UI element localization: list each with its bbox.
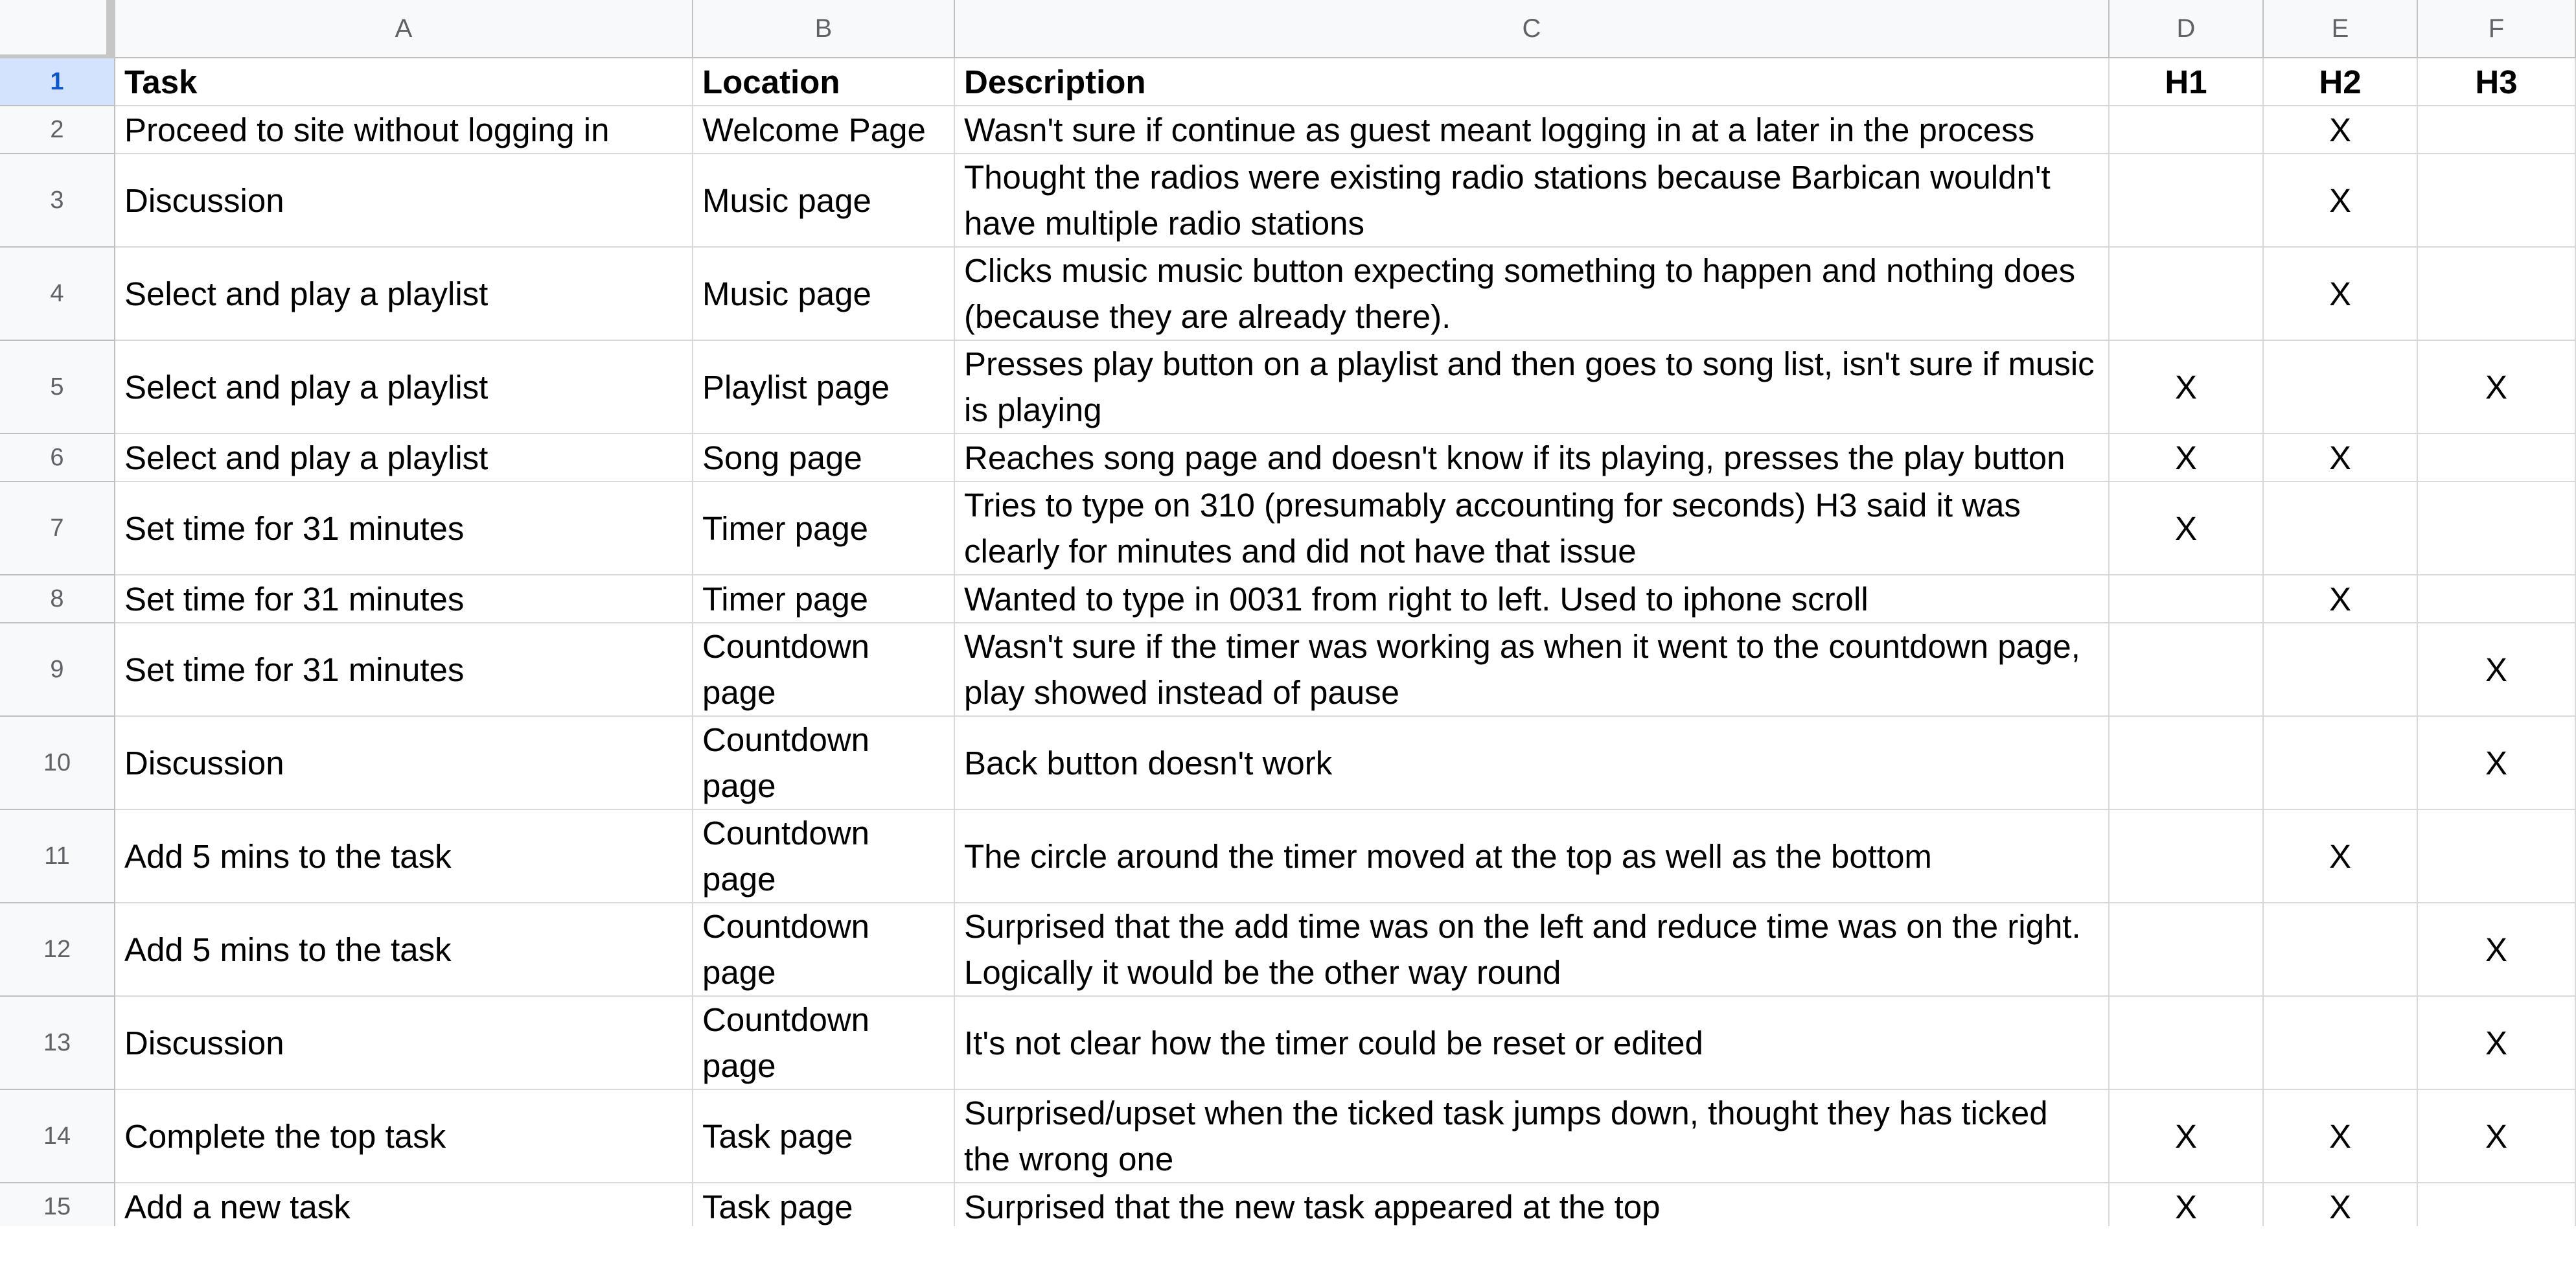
cell-e6[interactable] xyxy=(2264,434,2418,482)
cell-e11-text: X xyxy=(2329,837,2352,875)
row-header-3[interactable] xyxy=(0,154,115,248)
cell-b3-text: Music page xyxy=(702,181,871,219)
cell-b14-text: Task page xyxy=(702,1117,853,1155)
cell-a9[interactable] xyxy=(115,623,693,717)
cell-a14[interactable] xyxy=(115,1090,693,1183)
cell-e7[interactable] xyxy=(2264,482,2418,575)
cell-c12-text: Surprised that the add time was on the left and reduce time was on the right. Logically it would be the other way round xyxy=(964,908,2081,991)
cell-c9-text: Wasn't sure if the timer was working as when it went to the countdown page, play showed instead of pause xyxy=(964,628,2080,711)
row-header-14-text: 14 xyxy=(43,1122,71,1150)
cell-a12[interactable] xyxy=(115,903,693,997)
header-cell-a-text: Task xyxy=(124,63,198,100)
cell-f8[interactable] xyxy=(2418,575,2576,623)
cell-a7-text: Set time for 31 minutes xyxy=(124,509,465,547)
cell-c5-text: Presses play button on a playlist and then goes to song list, isn't sure if music is playing xyxy=(964,345,2095,428)
column-header-a-text: A xyxy=(395,14,413,43)
cell-b6[interactable] xyxy=(693,434,955,482)
header-cell-c[interactable] xyxy=(955,58,2110,106)
cell-b13-text: Countdown page xyxy=(702,1001,870,1084)
cell-f14-text: X xyxy=(2485,1117,2508,1155)
cell-b5-text: Playlist page xyxy=(702,368,890,406)
cell-e8[interactable] xyxy=(2264,575,2418,623)
cell-a3-text: Discussion xyxy=(124,181,284,219)
cell-f13-text: X xyxy=(2485,1024,2508,1062)
cell-e2[interactable] xyxy=(2264,106,2418,154)
cell-a10[interactable] xyxy=(115,717,693,810)
cell-e15-text: X xyxy=(2329,1188,2352,1225)
cell-e5[interactable] xyxy=(2264,341,2418,434)
cell-d14[interactable] xyxy=(2110,1090,2264,1183)
cell-d5[interactable] xyxy=(2110,341,2264,434)
row-header-9-text: 9 xyxy=(50,655,64,683)
cell-a6-text: Select and play a playlist xyxy=(124,439,489,476)
cell-f7[interactable] xyxy=(2418,482,2576,575)
cell-b10[interactable] xyxy=(693,717,955,810)
row-header-15[interactable] xyxy=(0,1183,115,1226)
cell-b5[interactable] xyxy=(693,341,955,434)
cell-a2-text: Proceed to site without logging in xyxy=(124,111,610,148)
cell-f11[interactable] xyxy=(2418,810,2576,903)
row-header-1-text: 1 xyxy=(50,67,64,95)
header-cell-f[interactable] xyxy=(2418,58,2576,106)
cell-a5-text: Select and play a playlist xyxy=(124,368,489,406)
cell-e4-text: X xyxy=(2329,275,2352,312)
cell-b11[interactable] xyxy=(693,810,955,903)
cell-a6[interactable] xyxy=(115,434,693,482)
cell-c6-text: Reaches song page and doesn't know if its playing, presses the play button xyxy=(964,439,2065,476)
cell-c10-text: Back button doesn't work xyxy=(964,744,1333,782)
cell-b3[interactable] xyxy=(693,154,955,248)
header-cell-e[interactable] xyxy=(2264,58,2418,106)
row-header-2-text: 2 xyxy=(50,115,64,143)
cell-a8[interactable] xyxy=(115,575,693,623)
row-header-5[interactable] xyxy=(0,341,115,434)
row-header-11-text: 11 xyxy=(44,842,70,870)
column-header-d[interactable] xyxy=(2110,0,2264,58)
cell-f4[interactable] xyxy=(2418,248,2576,341)
cell-c2[interactable] xyxy=(955,106,2110,154)
row-header-14[interactable] xyxy=(0,1090,115,1183)
cell-c10[interactable] xyxy=(955,717,2110,810)
header-cell-f-text: H3 xyxy=(2475,63,2518,100)
cell-f6[interactable] xyxy=(2418,434,2576,482)
row-header-6[interactable] xyxy=(0,434,115,482)
row-header-4[interactable] xyxy=(0,248,115,341)
cell-a12-text: Add 5 mins to the task xyxy=(124,931,452,968)
row-header-10[interactable] xyxy=(0,717,115,810)
cell-c11-text: The circle around the timer moved at the top as well as the bottom xyxy=(964,837,1932,875)
cell-b4[interactable] xyxy=(693,248,955,341)
row-header-12-text: 12 xyxy=(43,935,71,963)
cell-b6-text: Song page xyxy=(702,439,862,476)
row-header-8[interactable] xyxy=(0,575,115,623)
column-header-c-text: C xyxy=(1522,14,1541,43)
cell-b12-text: Countdown page xyxy=(702,908,870,991)
cell-c8-text: Wanted to type in 0031 from right to left. Used to iphone scroll xyxy=(964,580,1869,618)
column-header-f-text: F xyxy=(2488,14,2505,43)
cell-c11[interactable] xyxy=(955,810,2110,903)
column-header-b-text: B xyxy=(814,14,833,43)
cell-a8-text: Set time for 31 minutes xyxy=(124,580,465,618)
row-header-13[interactable] xyxy=(0,997,115,1090)
cell-d15[interactable] xyxy=(2110,1183,2264,1226)
cell-f10[interactable] xyxy=(2418,717,2576,810)
header-cell-d[interactable] xyxy=(2110,58,2264,106)
cell-a15-text: Add a new task xyxy=(124,1188,351,1225)
select-all-corner[interactable] xyxy=(0,0,115,58)
column-header-d-text: D xyxy=(2176,14,2196,43)
cell-f13[interactable] xyxy=(2418,997,2576,1090)
cell-b2[interactable] xyxy=(693,106,955,154)
cell-e2-text: X xyxy=(2329,111,2352,148)
cell-b2-text: Welcome Page xyxy=(702,111,926,148)
cell-f10-text: X xyxy=(2485,744,2508,782)
cell-e10[interactable] xyxy=(2264,717,2418,810)
header-cell-d-text: H1 xyxy=(2165,63,2207,100)
cell-c7-text: Tries to type on 310 (presumably accounting for seconds) H3 said it was clearly for minutes and did not have that issue xyxy=(964,487,2021,570)
cell-d7[interactable] xyxy=(2110,482,2264,575)
cell-d12[interactable] xyxy=(2110,903,2264,997)
column-header-e[interactable] xyxy=(2264,0,2418,58)
cell-e6-text: X xyxy=(2329,439,2352,476)
cell-d2[interactable] xyxy=(2110,106,2264,154)
cell-f2[interactable] xyxy=(2418,106,2576,154)
cell-f5-text: X xyxy=(2485,368,2508,406)
cell-a11[interactable] xyxy=(115,810,693,903)
row-header-6-text: 6 xyxy=(50,443,64,471)
cell-e11[interactable] xyxy=(2264,810,2418,903)
header-cell-b-text: Location xyxy=(702,63,840,100)
cell-c5[interactable] xyxy=(955,341,2110,434)
header-cell-a[interactable] xyxy=(115,58,693,106)
cell-c6[interactable] xyxy=(955,434,2110,482)
cell-f15[interactable] xyxy=(2418,1183,2576,1226)
cell-f12-text: X xyxy=(2485,931,2508,968)
cell-d11[interactable] xyxy=(2110,810,2264,903)
cell-d6-text: X xyxy=(2174,439,2198,476)
row-header-8-text: 8 xyxy=(50,585,64,612)
cell-b15-text: Task page xyxy=(702,1188,853,1225)
cell-c2-text: Wasn't sure if continue as guest meant logging in at a later in the process xyxy=(964,111,2035,148)
cell-c14-text: Surprised/upset when the ticked task jumps down, thought they has ticked the wrong one xyxy=(964,1095,2048,1178)
row-header-10-text: 10 xyxy=(43,749,71,776)
cell-c3[interactable] xyxy=(955,154,2110,248)
cell-a11-text: Add 5 mins to the task xyxy=(124,837,452,875)
cell-f9-text: X xyxy=(2485,651,2508,688)
cell-e8-text: X xyxy=(2329,580,2352,618)
header-cell-e-text: H2 xyxy=(2319,63,2362,100)
cell-e3[interactable] xyxy=(2264,154,2418,248)
cell-b14[interactable] xyxy=(693,1090,955,1183)
cell-a5[interactable] xyxy=(115,341,693,434)
cell-a4[interactable] xyxy=(115,248,693,341)
header-cell-c-text: Description xyxy=(964,63,1146,100)
cell-c4-text: Clicks music music button expecting something to happen and nothing does (because they are already there). xyxy=(964,252,2076,335)
cell-f5[interactable] xyxy=(2418,341,2576,434)
cell-d13[interactable] xyxy=(2110,997,2264,1090)
cell-c15[interactable] xyxy=(955,1183,2110,1226)
row-header-1[interactable] xyxy=(0,58,115,106)
cell-d9[interactable] xyxy=(2110,623,2264,717)
cell-a4-text: Select and play a playlist xyxy=(124,275,489,312)
column-header-f[interactable] xyxy=(2418,0,2576,58)
cell-a14-text: Complete the top task xyxy=(124,1117,446,1155)
row-header-4-text: 4 xyxy=(50,279,64,307)
cell-a15[interactable] xyxy=(115,1183,693,1226)
cell-d14-text: X xyxy=(2174,1117,2198,1155)
cell-b4-text: Music page xyxy=(702,275,871,312)
row-header-15-text: 15 xyxy=(43,1192,71,1220)
cell-e12[interactable] xyxy=(2264,903,2418,997)
cell-a3[interactable] xyxy=(115,154,693,248)
cell-e9[interactable] xyxy=(2264,623,2418,717)
row-header-2[interactable] xyxy=(0,106,115,154)
cell-a2[interactable] xyxy=(115,106,693,154)
cell-f9[interactable] xyxy=(2418,623,2576,717)
cell-a13[interactable] xyxy=(115,997,693,1090)
cell-c8[interactable] xyxy=(955,575,2110,623)
column-header-a[interactable] xyxy=(115,0,693,58)
cell-d4[interactable] xyxy=(2110,248,2264,341)
cell-e14[interactable] xyxy=(2264,1090,2418,1183)
cell-f12[interactable] xyxy=(2418,903,2576,997)
cell-f14[interactable] xyxy=(2418,1090,2576,1183)
column-header-b[interactable] xyxy=(693,0,955,58)
row-header-5-text: 5 xyxy=(50,373,64,400)
row-header-12[interactable] xyxy=(0,903,115,997)
row-header-7[interactable] xyxy=(0,482,115,575)
cell-b7-text: Timer page xyxy=(702,509,869,547)
header-cell-b[interactable] xyxy=(693,58,955,106)
cell-a7[interactable] xyxy=(115,482,693,575)
cell-b8[interactable] xyxy=(693,575,955,623)
cell-c13[interactable] xyxy=(955,997,2110,1090)
cell-d5-text: X xyxy=(2174,368,2198,406)
column-header-e-text: E xyxy=(2331,14,2349,43)
cell-b15[interactable] xyxy=(693,1183,955,1226)
cell-c3-text: Thought the radios were existing radio stations because Barbican wouldn't have multiple radio stations xyxy=(964,159,2051,242)
cell-e15[interactable] xyxy=(2264,1183,2418,1226)
cell-e14-text: X xyxy=(2329,1117,2352,1155)
row-header-9[interactable] xyxy=(0,623,115,717)
column-header-c[interactable] xyxy=(955,0,2110,58)
cell-c4[interactable] xyxy=(955,248,2110,341)
cell-b8-text: Timer page xyxy=(702,580,869,618)
cell-a13-text: Discussion xyxy=(124,1024,284,1062)
cell-b9[interactable] xyxy=(693,623,955,717)
cell-c13-text: It's not clear how the timer could be reset or edited xyxy=(964,1024,1703,1062)
cell-d3[interactable] xyxy=(2110,154,2264,248)
cell-b9-text: Countdown page xyxy=(702,628,870,711)
cell-d6[interactable] xyxy=(2110,434,2264,482)
row-header-7-text: 7 xyxy=(50,514,64,542)
cell-e13[interactable] xyxy=(2264,997,2418,1090)
row-header-11[interactable] xyxy=(0,810,115,903)
cell-c7[interactable] xyxy=(955,482,2110,575)
cell-d15-text: X xyxy=(2174,1188,2198,1225)
cell-d7-text: X xyxy=(2174,509,2198,547)
cell-c15-text: Surprised that the new task appeared at the top xyxy=(964,1188,1661,1225)
cell-b11-text: Countdown page xyxy=(702,815,870,898)
cell-c9[interactable] xyxy=(955,623,2110,717)
cell-e3-text: X xyxy=(2329,181,2352,219)
cell-f3[interactable] xyxy=(2418,154,2576,248)
cell-e4[interactable] xyxy=(2264,248,2418,341)
cell-c12[interactable] xyxy=(955,903,2110,997)
cell-b10-text: Countdown page xyxy=(702,721,870,804)
cell-d8[interactable] xyxy=(2110,575,2264,623)
cell-a10-text: Discussion xyxy=(124,744,284,782)
cell-d10[interactable] xyxy=(2110,717,2264,810)
cell-b13[interactable] xyxy=(693,997,955,1090)
cell-b7[interactable] xyxy=(693,482,955,575)
row-header-13-text: 13 xyxy=(43,1028,71,1056)
cell-c14[interactable] xyxy=(955,1090,2110,1183)
cell-b12[interactable] xyxy=(693,903,955,997)
row-header-3-text: 3 xyxy=(50,186,64,214)
cell-a9-text: Set time for 31 minutes xyxy=(124,651,465,688)
